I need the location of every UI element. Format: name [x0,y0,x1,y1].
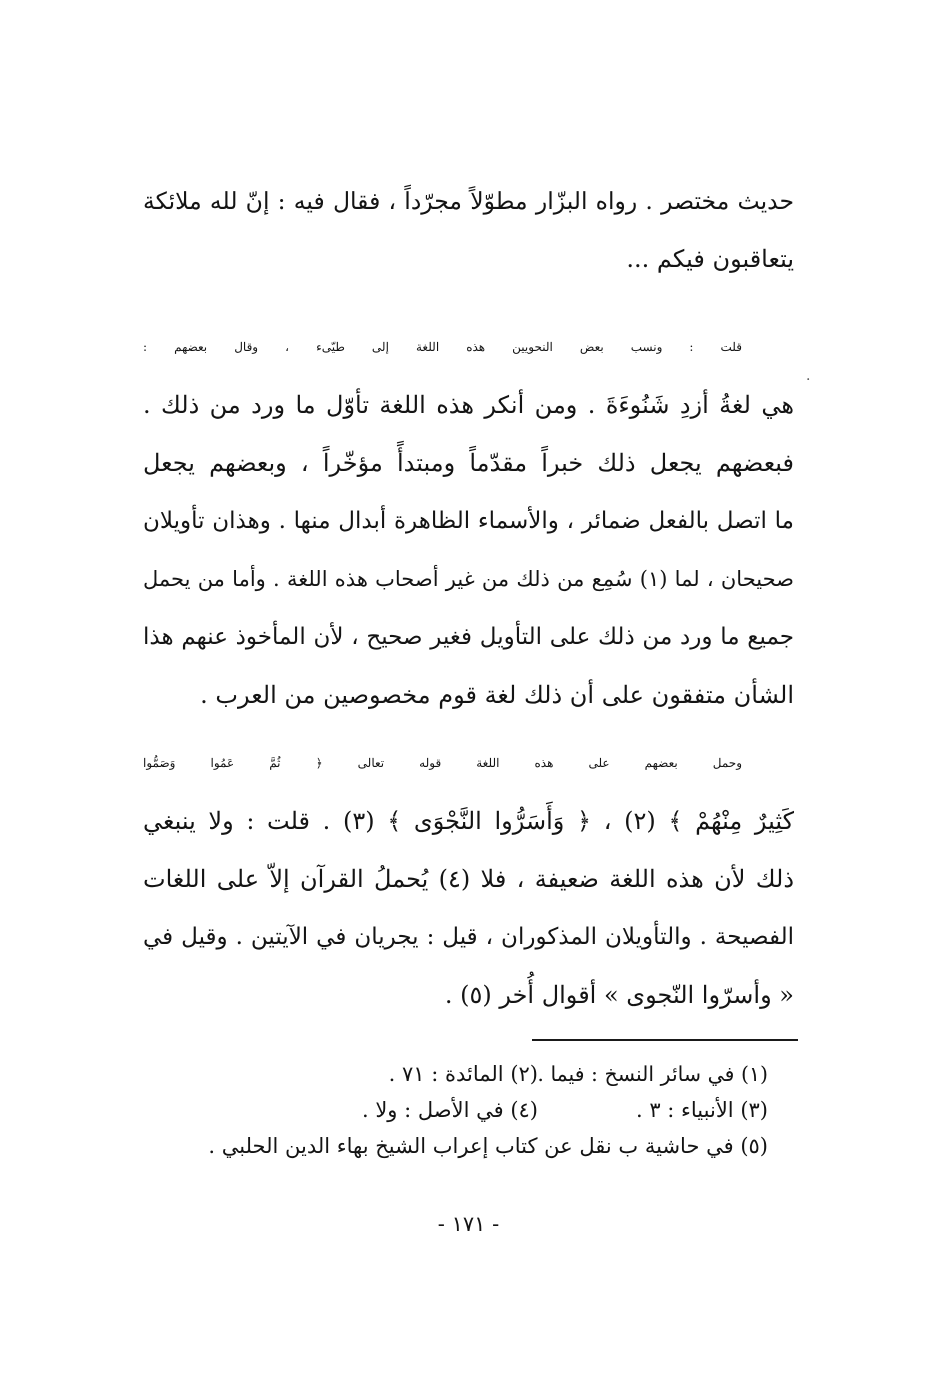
footnote-row [143,1092,768,1128]
text-line: هي لغةُ أزدِ شَنُوءَةَ . ومن أنكر هذه اللغة تأوّل ما ورد من ذلك . [143,391,794,419]
text-line: كَثِيرٌ مِنْهُمْ ﴾ (٢) ، ﴿ وَأَسَرُّوا النَّجْوَى ﴾ (٣) . قلت : ولا ينبغي [143,807,794,835]
text-line: يتعاقبون فيكم ... [626,245,794,273]
text-line: فبعضهم يجعل ذلك خبراً مقدّماً ومبتدأً مؤخّراً ، وبعضهم يجعل [143,449,794,477]
paragraph-3 [143,734,794,1024]
footnote-1: (١) في سائر النسخ : فيما . [537,1062,768,1086]
text-line: وحمل بعضهم على هذه اللغة قوله تعالى ﴿ ثُمَّ عَمُوا وَصَمُّوا [143,756,742,770]
footnote-2: (٢) المائدة : ٧١ . [388,1062,538,1086]
text-line: الفصيحة . والتأويلان المذكوران ، قيل : يجريان في الآيتين . وقيل في [143,924,794,950]
paragraph-2 [143,318,794,724]
text-line: صحيحان ، لما (١) سُمِع من ذلك من غير أصحاب هذه اللغة . وأما من يحمل [143,567,794,591]
text-line: ما اتصل بالفعل ضمائر ، والأسماء الظاهرة أبدال منها . وهذان تأويلان [143,508,794,534]
footnote-4: (٤) في الأصل : ولا . [361,1098,538,1122]
page-number: - ١٧١ - [437,1212,500,1236]
footnote-5: (٥) في حاشية ب نقل عن كتاب إعراب الشيخ بهاء الدين الحلبي . [208,1134,768,1158]
text-line: ذلك لأن هذه اللغة ضعيفة ، فلا (٤) يُحملُ القرآن إلاّ على اللغات [143,865,794,893]
scan-mark: · [806,372,811,388]
footnote-separator [532,1039,798,1041]
text-line: حديث مختصر . رواه البزّار مطوّلاً مجرّداً ، فقال فيه : إنّ لله ملائكة [143,187,794,215]
text-line: جميع ما ورد من ذلك على التأويل فغير صحيح ، لأن المأخوذ عنهم هذا [143,624,794,650]
footnote-3: (٣) الأنبياء : ٣ . [635,1098,768,1122]
footnote-row [143,1056,768,1092]
footnotes [143,1056,768,1164]
text-line: قلت : ونسب بعض النحويين هذه اللغة إلى طيّىء ، وقال بعضهم : [143,340,742,354]
text-line: « وأسرّوا النّجوى » أقوال أُخر (٥) . [444,981,794,1009]
footnote-row [143,1128,768,1164]
paragraph-1 [143,172,794,288]
text-line: الشأن متفقون على أن ذلك لغة قوم مخصوصين من العرب . [200,681,794,709]
